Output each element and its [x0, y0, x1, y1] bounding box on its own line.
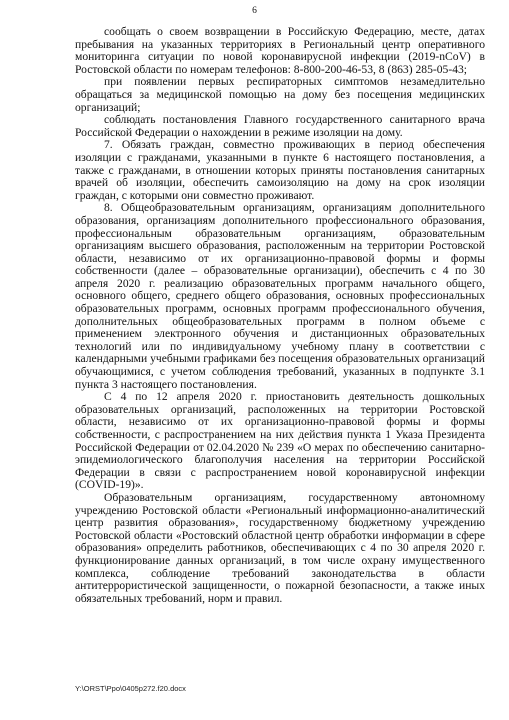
paragraph-medical-help: при появлении первых респираторных симптомов незамедлительно обращаться за медицинской помощью на дому без посещения медицинских организаций; [75, 75, 485, 114]
paragraph-return-report: сообщать о своем возвращении в Российскую Федерацию, месте, датах пребывания на указанных территориях в Региональный центр оперативного мониторинга ситуации по новой коронавирусной инфекции (2019-nCoV) в Ростовской области по номерам телефонов: 8-800-200-46-53, 8 (863) 285-05-43; [75, 25, 485, 76]
paragraph-item-8: 8. Общеобразовательным организациям, организациям дополнительного образования, организациям дополнительного профессионального образования, профессиональным образовательным организациям, образовательным организациям высшего образования, расположенным на территории Ростовской области, независимо от их организационно-правовой формы и формы собственности (далее – образовательные организации), обеспечить с 4 по 30 апреля 2020 г. реализацию образовательных программ начального общего, основного общего, среднего общего образования, основных профессиональных образовательных программ, основных программ профессионального обучения, дополнительных общеобразовательных программ в полном объеме с применением электронного обучения и дистанционных образовательных технологий или по индивидуальному учебному плану в соответствии с календарными учебными графиками без посещения образовательных организаций обучающимися, с учетом соблюдения требований, указанных в подпункте 3.1 пункта 3 настоящего постановления. [75, 201, 485, 391]
page-number: 6 [252, 6, 257, 16]
paragraph-preschool-suspension: С 4 по 12 апреля 2020 г. приостановить деятельность дошкольных образовательных организаций, расположенных на территории Ростовской области, независимо от их организационно-правовой формы и формы собственности, с распространением на них действия пункта 1 Указа Президента Российской Федерации от 02.04.2020 № 239 «О мерах по обеспечению санитарно-эпидемиологического благополучия населения на территории Российской Федерации в связи с распространением новой коронавирусной инфекции (COVID-19)». [75, 390, 485, 492]
paragraph-isolation-orders: соблюдать постановления Главного государственного санитарного врача Российской Федерации о нахождении в режиме изоляции на дому. [75, 113, 485, 139]
document-body [75, 26, 485, 605]
paragraph-organizations-staff: Образовательным организациям, государственному автономному учреждению Ростовской области «Региональный информационно-аналитический центр развития образования», государственному бюджетному учреждению Ростовской области «Ростовский областной центр обработки информации в сфере образования» определить работников, обеспечивающих с 4 по 30 апреля 2020 г. функционирование данных организаций, в том числе охрану имущественного комплекса, соблюдение требований законодательства в области антитеррористической защищенности, о пожарной безопасности, а также иных обязательных требований, норм и правил. [75, 490, 485, 605]
paragraph-item-7: 7. Обязать граждан, совместно проживающих в период обеспечения изоляции с гражданами, указанными в пункте 6 настоящего постановления, а также с гражданами, в отношении которых приняты постановления санитарных врачей об изоляции, обеспечить самоизоляцию на дому на срок изоляции граждан, с которыми они совместно проживают. [75, 138, 485, 202]
footer-file-path: Y:\ORST\Ppo\0405p272.f20.docx [75, 684, 186, 693]
